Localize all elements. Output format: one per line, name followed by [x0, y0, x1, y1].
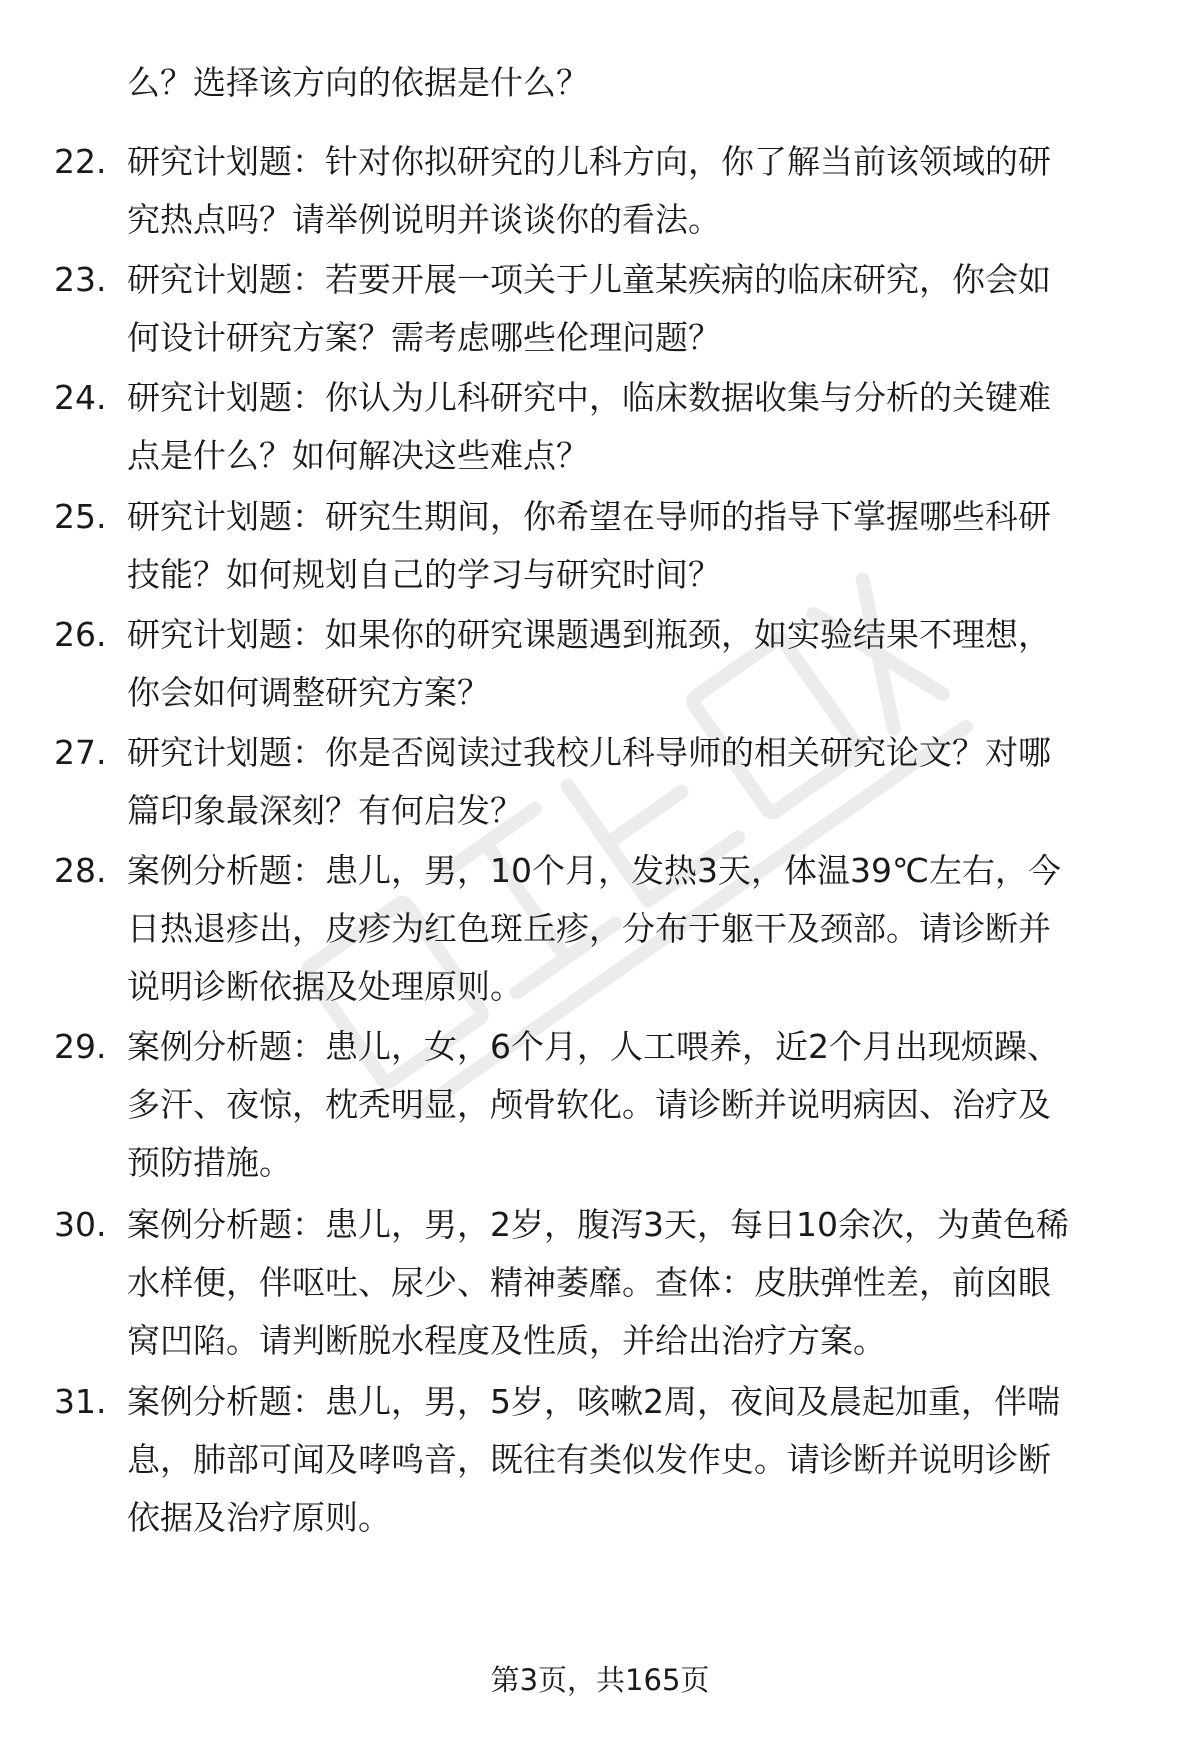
question-text: [127, 842, 1167, 1016]
question-text: [127, 1018, 1167, 1192]
question-line: 点是什么？如何解决这些难点？: [127, 436, 589, 475]
page-footer: 第3页，共165页: [490, 1663, 710, 1697]
question-number: 31.: [54, 1382, 107, 1421]
question-line: 研究计划题：若要开展一项关于儿童某疾病的临床研究，你会如: [127, 260, 1051, 299]
continuation-text: 么？选择该方向的依据是什么？: [127, 63, 589, 102]
question-number: 29.: [54, 1027, 107, 1066]
question-number: 26.: [54, 615, 107, 654]
question-line: 说明诊断依据及处理原则。: [127, 967, 523, 1006]
question-line: 息，肺部可闻及哮鸣音，既往有类似发作史。请诊断并说明诊断: [127, 1440, 1051, 1479]
question-text: [127, 724, 1167, 840]
question-line: 何设计研究方案？需考虑哪些伦理问题？: [127, 318, 721, 357]
question-line: 多汗、夜惊，枕秃明显，颅骨软化。请诊断并说明病因、治疗及: [127, 1085, 1051, 1124]
question-line: 技能？如何规划自己的学习与研究时间？: [127, 555, 721, 594]
question-line: 案例分析题：患儿，男，5岁，咳嗽2周，夜间及晨起加重，伴喘: [127, 1382, 1060, 1421]
question-number: 30.: [54, 1205, 107, 1244]
question-number: 22.: [54, 142, 107, 181]
question-line: 案例分析题：患儿，男，2岁，腹泻3天，每日10余次，为黄色稀: [127, 1205, 1069, 1244]
question-number: 23.: [54, 260, 107, 299]
question-line: 案例分析题：患儿，男，10个月，发热3天，体温39℃左右，今: [127, 851, 1062, 890]
question-line: 窝凹陷。请判断脱水程度及性质，并给出治疗方案。: [127, 1321, 886, 1360]
question-text: [127, 251, 1167, 367]
question-text: [127, 606, 1167, 722]
question-line: 预防措施。: [127, 1143, 292, 1182]
question-line: 研究计划题：如果你的研究课题遇到瓶颈，如实验结果不理想，: [127, 615, 1051, 654]
question-number: 24.: [54, 378, 107, 417]
question-text: [127, 1373, 1167, 1547]
question-line: 究热点吗？请举例说明并谈谈你的看法。: [127, 200, 721, 239]
question-text: [127, 133, 1167, 249]
question-number: 27.: [54, 733, 107, 772]
question-line: 研究计划题：针对你拟研究的儿科方向，你了解当前该领域的研: [127, 142, 1051, 181]
question-number: 28.: [54, 851, 107, 890]
question-line: 研究计划题：你是否阅读过我校儿科导师的相关研究论文？对哪: [127, 733, 1051, 772]
question-line: 你会如何调整研究方案？: [127, 673, 490, 712]
question-line: 水样便，伴呕吐、尿少、精神萎靡。查体：皮肤弹性差，前囟眼: [127, 1263, 1051, 1302]
question-line: 研究计划题：研究生期间，你希望在导师的指导下掌握哪些科研: [127, 497, 1051, 536]
question-line: 依据及治疗原则。: [127, 1498, 391, 1537]
question-number: 25.: [54, 497, 107, 536]
question-text: [127, 1196, 1167, 1370]
question-line: 研究计划题：你认为儿科研究中，临床数据收集与分析的关键难: [127, 378, 1051, 417]
question-line: 篇印象最深刻？有何启发？: [127, 791, 523, 830]
question-text: [127, 488, 1167, 604]
question-text: [127, 369, 1167, 485]
question-line: 日热退疹出，皮疹为红色斑丘疹，分布于躯干及颈部。请诊断并: [127, 909, 1051, 948]
question-line: 案例分析题：患儿，女，6个月，人工喂养，近2个月出现烦躁、: [127, 1027, 1060, 1066]
